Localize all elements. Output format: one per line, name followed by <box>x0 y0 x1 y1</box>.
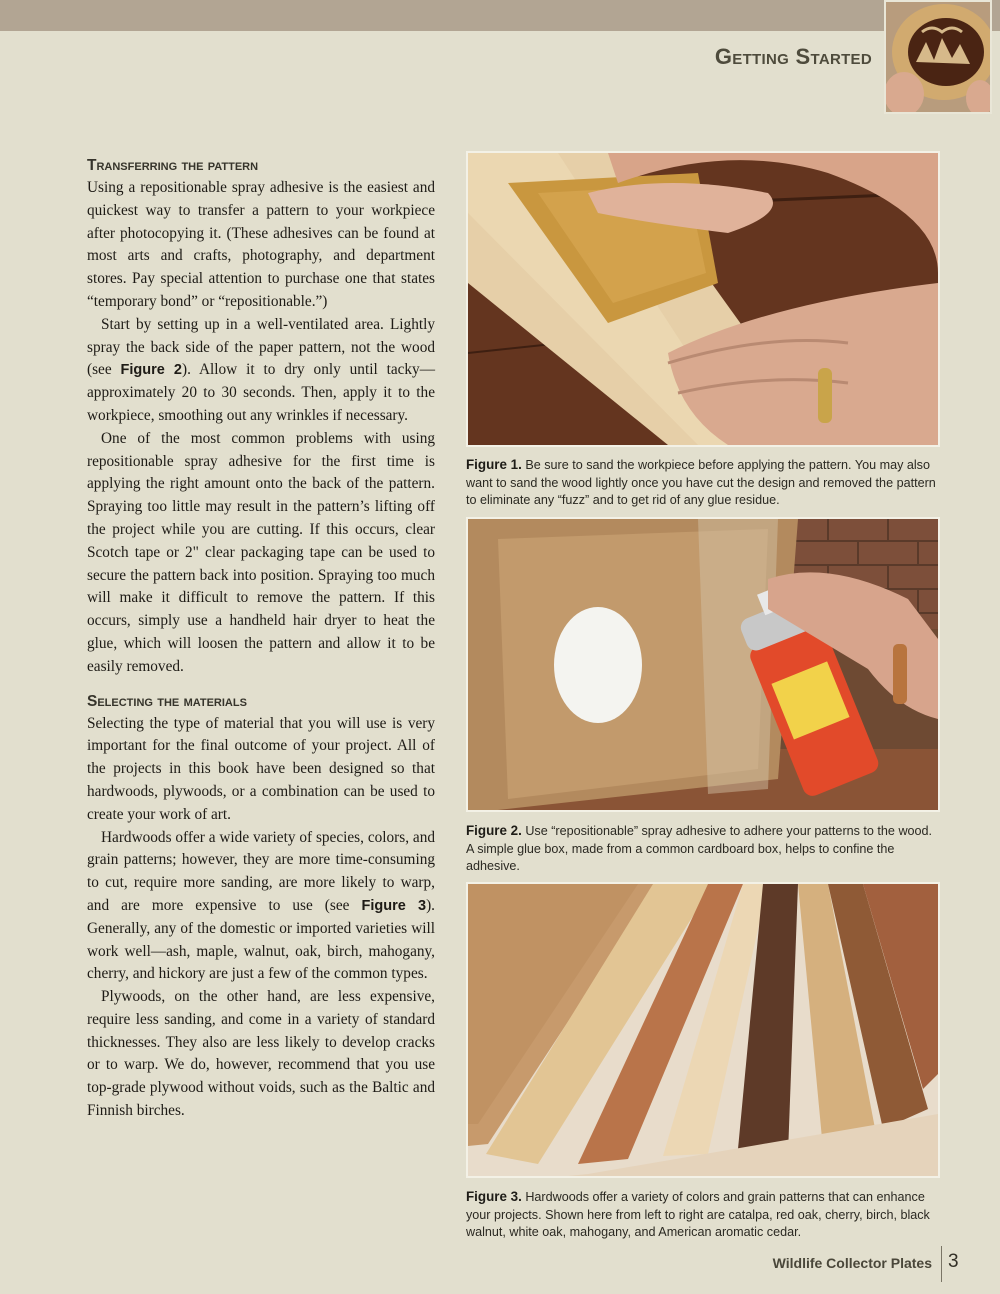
section-heading-materials: Selecting the materials <box>87 692 247 710</box>
figure-label: Figure 2. <box>466 823 522 838</box>
figure-2-photo <box>466 517 940 812</box>
running-footer-title: Wildlife Collector Plates <box>772 1255 932 1271</box>
paragraph: Start by setting up in a well-ventilated area. Lightly spray the back side of the paper pattern, not the wood (see Figure 2). Allow it to dry only until tacky—approximately 20 to 30 seconds. Then, apply it to the workpiece, smoothing out any wrinkles if necessary. <box>87 315 436 424</box>
chapter-title: Getting Started <box>714 44 872 69</box>
paragraph: Selecting the type of material that you will use is very important for the final outcome of your project. All of the projects in this book have been designed so that hardwoods, plywoods, or a combination can be used to create your work of art. <box>87 714 435 823</box>
footer-divider <box>941 1246 942 1282</box>
figure-reference: Figure 2 <box>120 362 182 379</box>
corner-photo-plate <box>884 0 992 114</box>
figure-3-caption: Figure 3. Hardwoods offer a variety of colors and grain patterns that can enhance your projects. Shown here from left to right are catalpa, red oak, cherry, birch, black walnut, white oak, mahogany, and American aromatic cedar. <box>466 1189 930 1240</box>
body-text-column <box>87 155 435 1123</box>
paragraph: Plywoods, on the other hand, are less expensive, require less sanding, and come in a variety of standard thicknesses. They also are less likely to develop cracks or to warp. We do, however, recommend that you use top-grade plywood without voids, such as the Baltic and Finnish birches. <box>87 988 435 1120</box>
section-heading-transferring: Transferring the pattern <box>87 157 259 174</box>
header-band <box>0 0 1000 31</box>
figure-1-photo <box>466 151 940 447</box>
page-number: 3 <box>948 1251 959 1272</box>
figure-label: Figure 1. <box>466 457 522 472</box>
figure-label: Figure 3. <box>466 1189 522 1204</box>
figure-reference: Figure 3 <box>361 897 427 914</box>
paragraph: Hardwoods offer a wide variety of species, colors, and grain patterns; however, they are more time-consuming to cut, require more sanding, are more likely to warp, and are more expensive to use (see Figure 3). Generally, any of the domestic or imported varieties will work well—ash, maple, walnut, oak, birch, mahogany, cherry, and hickory are just a few of the common types. <box>87 828 435 983</box>
paragraph: Using a repositionable spray adhesive is the easiest and quickest way to transfer a pattern to your workpiece after photocopying it. (These adhesives can be found at most arts and crafts, photography, and department stores. Pay special attention to purchase one that states “temporary bond” or “repositionable.”) <box>87 179 435 310</box>
figure-1-caption: Figure 1. Be sure to sand the workpiece before applying the pattern. You may also want to sand the wood lightly once you have cut the design and removed the pattern to eliminate any “fuzz” and to get rid of any glue residue. <box>466 457 936 508</box>
figure-2-caption: Figure 2. Use “repositionable” spray adhesive to adhere your patterns to the wood. A simple glue box, made from a common cardboard box, helps to confine the adhesive. <box>466 823 933 874</box>
figure-3-photo <box>466 882 940 1178</box>
paragraph: One of the most common problems with using repositionable spray adhesive for the first time is applying the right amount onto the back of the pattern. Spraying too little may result in the pattern’s lifting off the project while you are cutting. If this occurs, clear Scotch tape or 2" clear packaging tape can be used to secure the pattern back into position. Spraying too much will make it difficult to remove the pattern. If this occurs, simply use a handheld hair dryer to heat the glue, which will loosen the pattern and allow it to be easily removed. <box>87 429 435 675</box>
